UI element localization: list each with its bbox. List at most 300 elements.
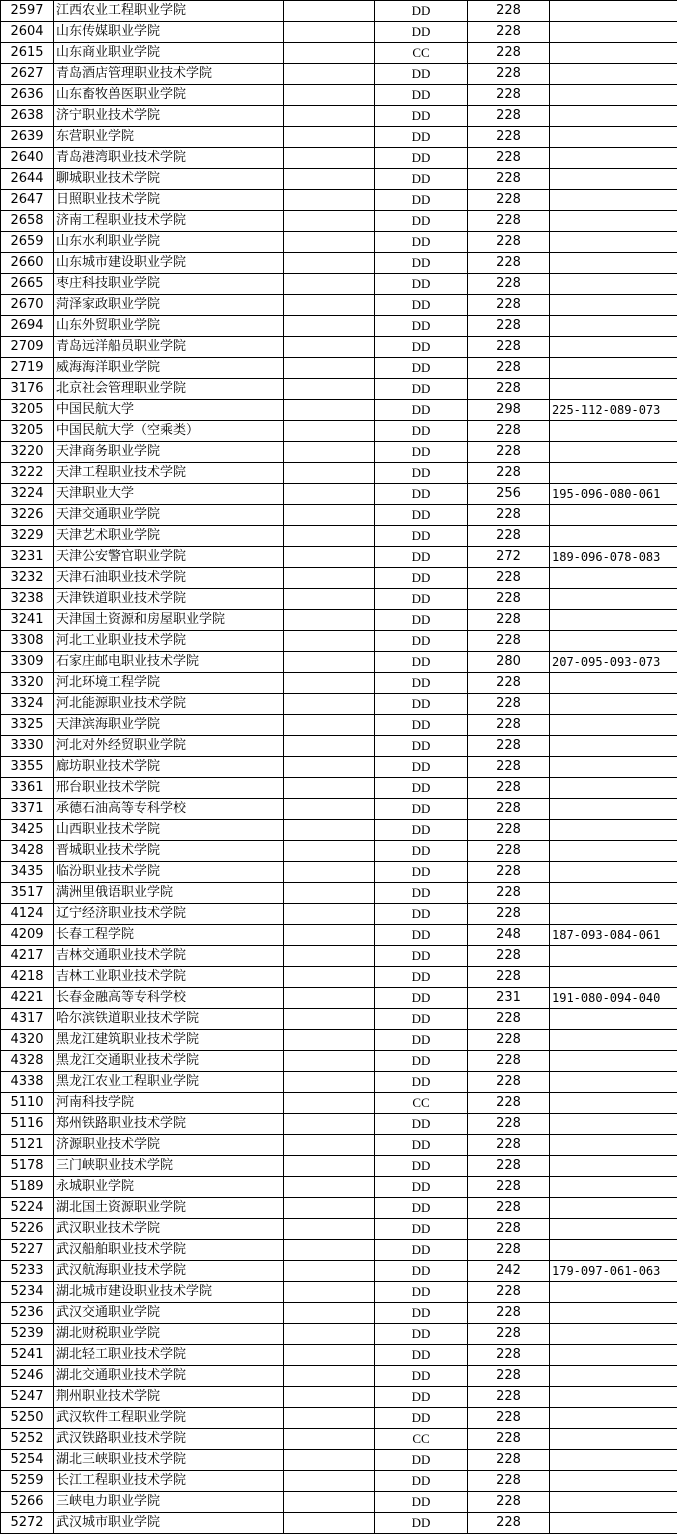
score-cell: 228 — [468, 106, 550, 127]
subject-scores-cell — [550, 1156, 677, 1177]
school-code-cell: 3425 — [1, 820, 54, 841]
blank-cell — [284, 631, 375, 652]
school-code-cell: 3231 — [1, 547, 54, 568]
table-row — [1, 1261, 677, 1282]
school-name-cell: 威海海洋职业学院 — [54, 358, 284, 379]
school-code-cell: 2665 — [1, 274, 54, 295]
score-cell: 228 — [468, 1387, 550, 1408]
level-cell: DD — [375, 1114, 468, 1135]
level-cell: DD — [375, 421, 468, 442]
school-code-cell: 5266 — [1, 1492, 54, 1513]
subject-scores-cell — [550, 1429, 677, 1450]
score-cell: 228 — [468, 295, 550, 316]
school-code-cell: 2644 — [1, 169, 54, 190]
school-code-cell: 5236 — [1, 1303, 54, 1324]
blank-cell — [284, 1051, 375, 1072]
school-name-cell: 天津石油职业技术学院 — [54, 568, 284, 589]
school-name-cell: 河北工业职业技术学院 — [54, 631, 284, 652]
level-cell: DD — [375, 673, 468, 694]
table-row — [1, 127, 677, 148]
table-row — [1, 379, 677, 400]
school-code-cell: 3224 — [1, 484, 54, 505]
table-row — [1, 820, 677, 841]
blank-cell — [284, 1345, 375, 1366]
level-cell: DD — [375, 337, 468, 358]
score-cell: 228 — [468, 1366, 550, 1387]
school-code-cell: 2615 — [1, 43, 54, 64]
score-cell: 228 — [468, 694, 550, 715]
school-code-cell: 3320 — [1, 673, 54, 694]
score-cell: 280 — [468, 652, 550, 673]
subject-scores-cell — [550, 1387, 677, 1408]
table-row — [1, 85, 677, 106]
subject-scores-cell — [550, 694, 677, 715]
level-cell: DD — [375, 1261, 468, 1282]
school-code-cell: 5252 — [1, 1429, 54, 1450]
level-cell: DD — [375, 904, 468, 925]
blank-cell — [284, 358, 375, 379]
table-row — [1, 568, 677, 589]
score-cell: 231 — [468, 988, 550, 1009]
score-cell: 228 — [468, 1303, 550, 1324]
score-cell: 242 — [468, 1261, 550, 1282]
school-code-cell: 3226 — [1, 505, 54, 526]
score-cell: 228 — [468, 421, 550, 442]
table-row — [1, 106, 677, 127]
school-name-cell: 山东商业职业学院 — [54, 43, 284, 64]
blank-cell — [284, 274, 375, 295]
school-code-cell: 4218 — [1, 967, 54, 988]
level-cell: DD — [375, 253, 468, 274]
level-cell: DD — [375, 1387, 468, 1408]
score-cell: 228 — [468, 1408, 550, 1429]
subject-scores-cell: 191-080-094-040 — [550, 988, 677, 1009]
school-name-cell: 长春工程学院 — [54, 925, 284, 946]
blank-cell — [284, 1093, 375, 1114]
school-code-cell: 5226 — [1, 1219, 54, 1240]
table-row — [1, 358, 677, 379]
level-cell: DD — [375, 1240, 468, 1261]
school-code-cell: 2709 — [1, 337, 54, 358]
level-cell: DD — [375, 1198, 468, 1219]
school-code-cell: 3241 — [1, 610, 54, 631]
score-cell: 228 — [468, 1030, 550, 1051]
table-row — [1, 589, 677, 610]
school-code-cell: 2597 — [1, 1, 54, 22]
table-row — [1, 484, 677, 505]
subject-scores-cell — [550, 967, 677, 988]
subject-scores-cell — [550, 862, 677, 883]
blank-cell — [284, 1177, 375, 1198]
blank-cell — [284, 232, 375, 253]
score-cell: 228 — [468, 253, 550, 274]
score-cell: 228 — [468, 505, 550, 526]
table-row — [1, 1492, 677, 1513]
level-cell: DD — [375, 988, 468, 1009]
level-cell: DD — [375, 1135, 468, 1156]
table-row — [1, 1135, 677, 1156]
blank-cell — [284, 547, 375, 568]
school-name-cell: 晋城职业技术学院 — [54, 841, 284, 862]
blank-cell — [284, 1450, 375, 1471]
level-cell: DD — [375, 148, 468, 169]
school-name-cell: 山东传媒职业学院 — [54, 22, 284, 43]
subject-scores-cell — [550, 526, 677, 547]
school-code-cell: 3222 — [1, 463, 54, 484]
score-cell: 228 — [468, 1240, 550, 1261]
blank-cell — [284, 1, 375, 22]
subject-scores-cell — [550, 757, 677, 778]
level-cell: DD — [375, 1009, 468, 1030]
school-name-cell: 天津滨海职业学院 — [54, 715, 284, 736]
school-name-cell: 聊城职业技术学院 — [54, 169, 284, 190]
subject-scores-cell — [550, 715, 677, 736]
school-name-cell: 天津艺术职业学院 — [54, 526, 284, 547]
score-cell: 228 — [468, 589, 550, 610]
subject-scores-cell — [550, 127, 677, 148]
score-cell: 228 — [468, 1450, 550, 1471]
blank-cell — [284, 253, 375, 274]
school-name-cell: 河南科技学院 — [54, 1093, 284, 1114]
school-code-cell: 4209 — [1, 925, 54, 946]
level-cell: DD — [375, 589, 468, 610]
school-name-cell: 中国民航大学（空乘类） — [54, 421, 284, 442]
subject-scores-cell — [550, 778, 677, 799]
score-cell: 228 — [468, 1093, 550, 1114]
school-name-cell: 临汾职业技术学院 — [54, 862, 284, 883]
level-cell: CC — [375, 1093, 468, 1114]
score-cell: 228 — [468, 1324, 550, 1345]
subject-scores-cell — [550, 463, 677, 484]
blank-cell — [284, 904, 375, 925]
school-code-cell: 2627 — [1, 64, 54, 85]
score-cell: 228 — [468, 1429, 550, 1450]
subject-scores-cell — [550, 1030, 677, 1051]
score-cell: 228 — [468, 148, 550, 169]
score-cell: 228 — [468, 820, 550, 841]
blank-cell — [284, 1429, 375, 1450]
school-code-cell: 5116 — [1, 1114, 54, 1135]
score-cell: 228 — [468, 1345, 550, 1366]
table-row — [1, 673, 677, 694]
table-row — [1, 694, 677, 715]
school-code-cell: 3435 — [1, 862, 54, 883]
level-cell: CC — [375, 1429, 468, 1450]
score-cell: 228 — [468, 190, 550, 211]
table-row — [1, 1177, 677, 1198]
table-row — [1, 274, 677, 295]
table-row — [1, 526, 677, 547]
blank-cell — [284, 1324, 375, 1345]
school-code-cell: 4328 — [1, 1051, 54, 1072]
score-cell: 228 — [468, 379, 550, 400]
score-cell: 228 — [468, 967, 550, 988]
score-cell: 228 — [468, 169, 550, 190]
score-cell: 228 — [468, 1135, 550, 1156]
score-cell: 228 — [468, 1114, 550, 1135]
score-cell: 256 — [468, 484, 550, 505]
school-name-cell: 辽宁经济职业技术学院 — [54, 904, 284, 925]
score-cell: 228 — [468, 715, 550, 736]
school-name-cell: 东营职业学院 — [54, 127, 284, 148]
score-cell: 228 — [468, 232, 550, 253]
level-cell: DD — [375, 694, 468, 715]
table-row — [1, 1030, 677, 1051]
level-cell: DD — [375, 925, 468, 946]
subject-scores-cell — [550, 316, 677, 337]
subject-scores-cell — [550, 106, 677, 127]
table-row — [1, 925, 677, 946]
blank-cell — [284, 862, 375, 883]
blank-cell — [284, 526, 375, 547]
level-cell: DD — [375, 169, 468, 190]
blank-cell — [284, 1135, 375, 1156]
school-name-cell: 湖北轻工职业技术学院 — [54, 1345, 284, 1366]
score-cell: 228 — [468, 946, 550, 967]
table-row — [1, 1345, 677, 1366]
level-cell: DD — [375, 358, 468, 379]
table-row — [1, 841, 677, 862]
school-name-cell: 黑龙江建筑职业技术学院 — [54, 1030, 284, 1051]
blank-cell — [284, 967, 375, 988]
school-name-cell: 湖北财税职业学院 — [54, 1324, 284, 1345]
blank-cell — [284, 169, 375, 190]
school-code-cell: 2660 — [1, 253, 54, 274]
subject-scores-cell — [550, 1, 677, 22]
school-code-cell: 3309 — [1, 652, 54, 673]
table-row — [1, 1051, 677, 1072]
school-code-cell: 5178 — [1, 1156, 54, 1177]
school-code-cell: 2659 — [1, 232, 54, 253]
blank-cell — [284, 1261, 375, 1282]
score-cell: 228 — [468, 1219, 550, 1240]
blank-cell — [284, 799, 375, 820]
level-cell: DD — [375, 127, 468, 148]
school-code-cell: 4317 — [1, 1009, 54, 1030]
school-name-cell: 天津公安警官职业学院 — [54, 547, 284, 568]
school-code-cell: 3330 — [1, 736, 54, 757]
score-cell: 228 — [468, 736, 550, 757]
blank-cell — [284, 379, 375, 400]
blank-cell — [284, 106, 375, 127]
school-name-cell: 郑州铁路职业技术学院 — [54, 1114, 284, 1135]
blank-cell — [284, 1282, 375, 1303]
level-cell: DD — [375, 715, 468, 736]
blank-cell — [284, 1114, 375, 1135]
blank-cell — [284, 22, 375, 43]
subject-scores-cell — [550, 190, 677, 211]
school-name-cell: 天津铁道职业技术学院 — [54, 589, 284, 610]
table-row — [1, 232, 677, 253]
table-row — [1, 1156, 677, 1177]
school-code-cell: 2638 — [1, 106, 54, 127]
blank-cell — [284, 484, 375, 505]
subject-scores-cell — [550, 295, 677, 316]
subject-scores-cell — [550, 1051, 677, 1072]
score-cell: 228 — [468, 568, 550, 589]
blank-cell — [284, 400, 375, 421]
school-code-cell: 4221 — [1, 988, 54, 1009]
level-cell: DD — [375, 631, 468, 652]
school-code-cell: 3325 — [1, 715, 54, 736]
level-cell: DD — [375, 799, 468, 820]
level-cell: DD — [375, 1282, 468, 1303]
score-cell: 228 — [468, 1177, 550, 1198]
blank-cell — [284, 778, 375, 799]
subject-scores-cell — [550, 274, 677, 295]
subject-scores-cell — [550, 820, 677, 841]
school-code-cell: 2647 — [1, 190, 54, 211]
table-row — [1, 631, 677, 652]
table-row — [1, 1114, 677, 1135]
level-cell: DD — [375, 736, 468, 757]
subject-scores-cell — [550, 1072, 677, 1093]
subject-scores-cell — [550, 1009, 677, 1030]
table-row — [1, 1072, 677, 1093]
school-name-cell: 武汉职业技术学院 — [54, 1219, 284, 1240]
level-cell: DD — [375, 841, 468, 862]
school-code-cell: 3361 — [1, 778, 54, 799]
school-code-cell: 3229 — [1, 526, 54, 547]
subject-scores-cell: 225-112-089-073 — [550, 400, 677, 421]
table-row — [1, 736, 677, 757]
subject-scores-cell — [550, 1408, 677, 1429]
score-cell: 228 — [468, 463, 550, 484]
level-cell: DD — [375, 1492, 468, 1513]
school-code-cell: 2604 — [1, 22, 54, 43]
score-cell: 228 — [468, 316, 550, 337]
table-row — [1, 316, 677, 337]
subject-scores-cell: 195-096-080-061 — [550, 484, 677, 505]
level-cell: DD — [375, 211, 468, 232]
school-name-cell: 中国民航大学 — [54, 400, 284, 421]
table-row — [1, 883, 677, 904]
school-code-cell: 3205 — [1, 400, 54, 421]
level-cell: DD — [375, 64, 468, 85]
school-code-cell: 2670 — [1, 295, 54, 316]
school-code-cell: 5227 — [1, 1240, 54, 1261]
school-name-cell: 河北环境工程学院 — [54, 673, 284, 694]
score-cell: 228 — [468, 1051, 550, 1072]
level-cell: DD — [375, 1, 468, 22]
school-code-cell: 4338 — [1, 1072, 54, 1093]
school-name-cell: 青岛港湾职业技术学院 — [54, 148, 284, 169]
school-name-cell: 湖北交通职业技术学院 — [54, 1366, 284, 1387]
level-cell: DD — [375, 484, 468, 505]
table-row — [1, 463, 677, 484]
level-cell: DD — [375, 1219, 468, 1240]
score-cell: 228 — [468, 1, 550, 22]
level-cell: DD — [375, 316, 468, 337]
table-row — [1, 1324, 677, 1345]
school-code-cell: 3428 — [1, 841, 54, 862]
school-code-cell: 5272 — [1, 1513, 54, 1534]
level-cell: DD — [375, 1366, 468, 1387]
score-cell: 272 — [468, 547, 550, 568]
subject-scores-cell: 187-093-084-061 — [550, 925, 677, 946]
level-cell: DD — [375, 1345, 468, 1366]
school-name-cell: 山东水利职业学院 — [54, 232, 284, 253]
school-code-cell: 5239 — [1, 1324, 54, 1345]
level-cell: CC — [375, 43, 468, 64]
level-cell: DD — [375, 1072, 468, 1093]
subject-scores-cell — [550, 1513, 677, 1534]
school-name-cell: 湖北城市建设职业技术学院 — [54, 1282, 284, 1303]
school-name-cell: 满洲里俄语职业学院 — [54, 883, 284, 904]
school-code-cell: 5121 — [1, 1135, 54, 1156]
subject-scores-cell — [550, 1366, 677, 1387]
level-cell: DD — [375, 22, 468, 43]
school-code-cell: 5259 — [1, 1471, 54, 1492]
table-row — [1, 1093, 677, 1114]
school-code-cell: 3238 — [1, 589, 54, 610]
level-cell: DD — [375, 1408, 468, 1429]
school-name-cell: 三门峡职业技术学院 — [54, 1156, 284, 1177]
school-code-cell: 3371 — [1, 799, 54, 820]
school-name-cell: 菏泽家政职业学院 — [54, 295, 284, 316]
subject-scores-cell — [550, 1324, 677, 1345]
blank-cell — [284, 64, 375, 85]
school-name-cell: 济源职业技术学院 — [54, 1135, 284, 1156]
table-row — [1, 64, 677, 85]
level-cell: DD — [375, 652, 468, 673]
table-row — [1, 1, 677, 22]
subject-scores-cell — [550, 505, 677, 526]
score-cell: 228 — [468, 1282, 550, 1303]
table-row — [1, 22, 677, 43]
blank-cell — [284, 1198, 375, 1219]
school-code-cell: 4124 — [1, 904, 54, 925]
school-name-cell: 江西农业工程职业学院 — [54, 1, 284, 22]
subject-scores-cell — [550, 43, 677, 64]
school-name-cell: 长江工程职业技术学院 — [54, 1471, 284, 1492]
school-name-cell: 吉林交通职业技术学院 — [54, 946, 284, 967]
score-cell: 228 — [468, 778, 550, 799]
blank-cell — [284, 1219, 375, 1240]
table-row — [1, 946, 677, 967]
school-name-cell: 武汉航海职业技术学院 — [54, 1261, 284, 1282]
score-cell: 228 — [468, 1156, 550, 1177]
school-name-cell: 石家庄邮电职业技术学院 — [54, 652, 284, 673]
subject-scores-cell — [550, 610, 677, 631]
school-name-cell: 武汉交通职业学院 — [54, 1303, 284, 1324]
score-cell: 228 — [468, 883, 550, 904]
table-row — [1, 715, 677, 736]
table-row — [1, 1303, 677, 1324]
subject-scores-cell — [550, 1450, 677, 1471]
table-row — [1, 862, 677, 883]
blank-cell — [284, 589, 375, 610]
blank-cell — [284, 1471, 375, 1492]
level-cell: DD — [375, 967, 468, 988]
score-cell: 228 — [468, 862, 550, 883]
table-row — [1, 421, 677, 442]
level-cell: DD — [375, 1450, 468, 1471]
table-row — [1, 1450, 677, 1471]
table-row — [1, 1471, 677, 1492]
subject-scores-cell — [550, 1135, 677, 1156]
subject-scores-cell — [550, 1198, 677, 1219]
blank-cell — [284, 295, 375, 316]
score-cell: 228 — [468, 442, 550, 463]
blank-cell — [284, 988, 375, 1009]
school-name-cell: 天津职业大学 — [54, 484, 284, 505]
score-cell: 228 — [468, 631, 550, 652]
table-row — [1, 1513, 677, 1534]
score-cell: 228 — [468, 337, 550, 358]
school-name-cell: 武汉城市职业学院 — [54, 1513, 284, 1534]
blank-cell — [284, 673, 375, 694]
